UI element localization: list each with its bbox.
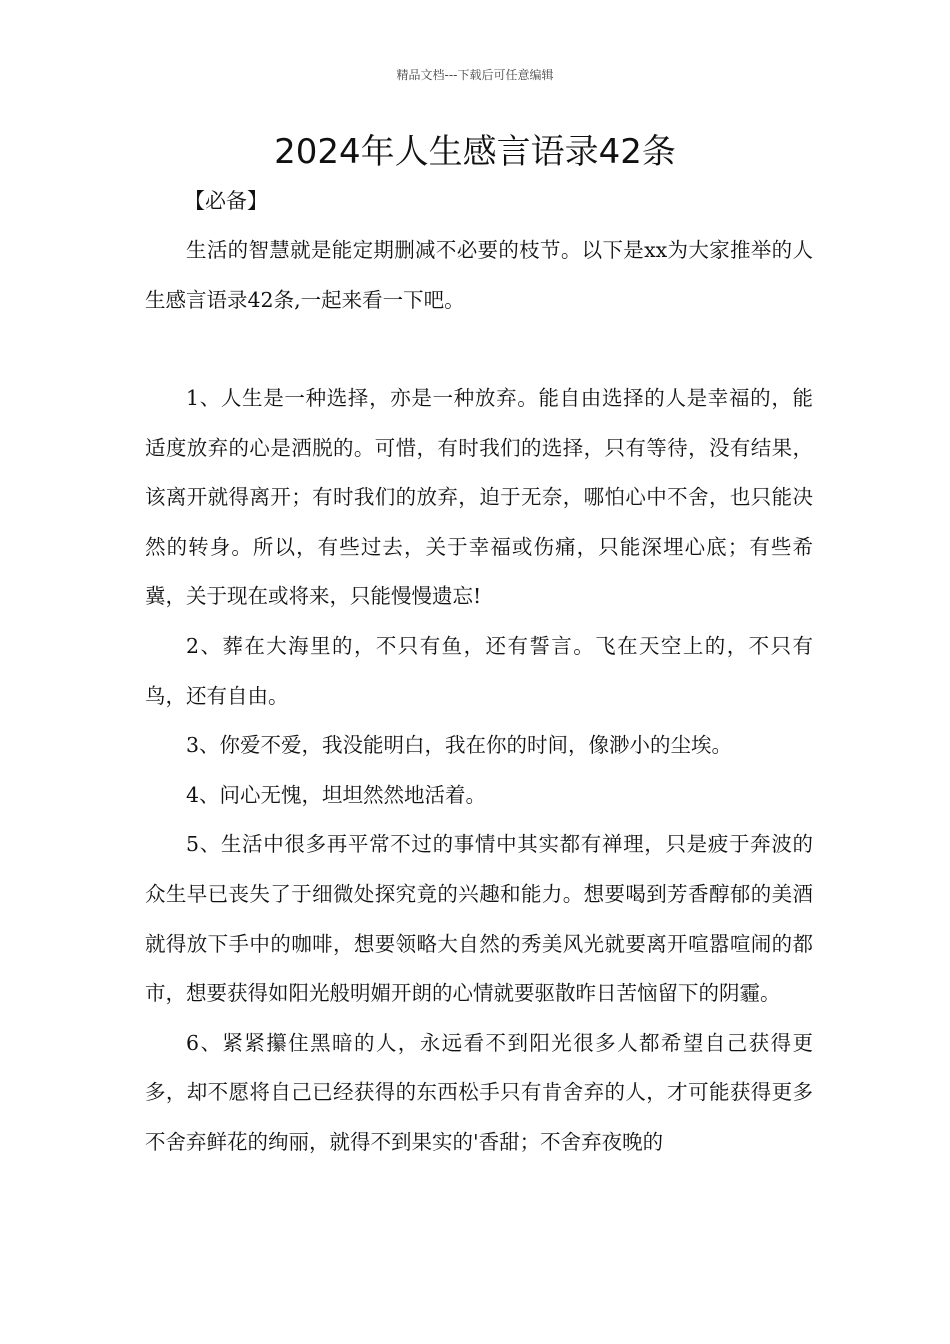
quote-item-1: 1、人生是一种选择，亦是一种放弃。能自由选择的人是幸福的，能适度放弃的心是洒脱的。可惜，有时我们的选择，只有等待，没有结果，该离开就得离开；有时我们的放弃，迫于无奈，哪怕心中不舍，也只能决然的转身。所以，有些过去，关于幸福或伤痛，只能深埋心底；有些希冀，关于现在或将来，只能慢慢遗忘! — [145, 386, 813, 609]
quote-item-6: 6、紧紧攥住黑暗的人，永远看不到阳光很多人都希望自己获得更多，却不愿将自己已经获得的东西松手只有肯舍弃的人，才可能获得更多不舍弃鲜花的绚丽，就得不到果实的'香甜；不舍弃夜晚的 — [145, 1030, 813, 1154]
quote-item-2: 2、葬在大海里的，不只有鱼，还有誓言。飞在天空上的，不只有鸟，还有自由。 — [145, 633, 813, 708]
quote-item-4: 4、问心无愧，坦坦然然地活着。 — [186, 782, 487, 807]
quote-item-5: 5、生活中很多再平常不过的事情中其实都有禅理，只是疲于奔波的众生早已丧失了于细微处探究竟的兴趣和能力。想要喝到芳香醇郁的美酒就得放下手中的咖啡，想要领略大自然的秀美风光就要离开喧嚣喧闹的都市，想要获得如阳光般明媚开朗的心情就要驱散昨日苦恼留下的阴霾。 — [145, 832, 813, 1006]
quote-item-3: 3、你爱不爱，我没能明白，我在你的时间，像渺小的尘埃。 — [186, 733, 733, 758]
intro-paragraph: 生活的智慧就是能定期删减不必要的枝节。以下是xx为大家推举的人生感言语录42条,一起来看一下吧。 — [145, 238, 813, 312]
quote-list — [145, 374, 813, 1168]
tag-label: 【必备】 — [184, 189, 268, 213]
document-title: 2024年人生感言语录42条 — [274, 132, 676, 172]
header-note: 精品文档---下载后可任意编辑 — [396, 68, 554, 82]
